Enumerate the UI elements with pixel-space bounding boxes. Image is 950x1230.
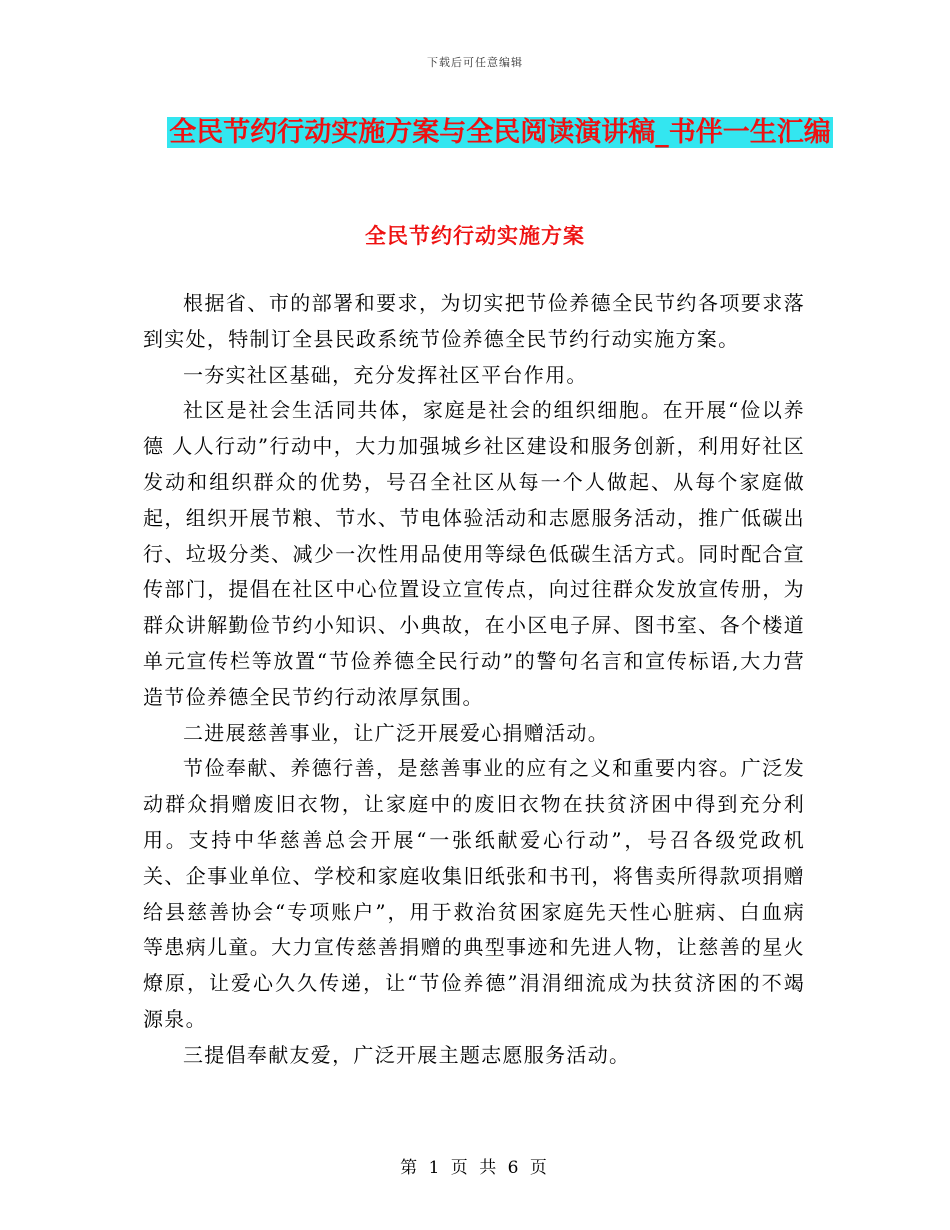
paragraph-heading-2: 二进展慈善事业，让广泛开展爱心捐赠活动。 bbox=[183, 720, 609, 745]
paragraph-charity: 节俭奉献、养德行善，是慈善事业的应有之义和重要内容。广泛发动群众捐赠废旧衣物，让家庭中的废旧衣物在扶贫济困中得到充分利用。支持中华慈善总会开展“一张纸献爱心行动”，号召各级党政机关、企事业单位、学校和家庭收集旧纸张和书刊，将售卖所得款项捐赠给县慈善协会“专项账户”，用于救治贫困家庭先天性心脏病、白血病等患病儿童。大力宣传慈善捐赠的典型事迹和先进人物，让慈善的星火燎原，让爱心久久传递，让“节俭养德”涓涓细流成为扶贫济困的不竭源泉。 bbox=[143, 756, 805, 1031]
header-note: 下载后可任意编辑 bbox=[427, 56, 523, 69]
document-title bbox=[150, 110, 850, 156]
document-title-text: 全民节约行动实施方案与全民阅读演讲稿_书伴一生汇编 bbox=[169, 117, 831, 148]
section-title: 全民节约行动实施方案 bbox=[365, 224, 585, 248]
page-number: 第 1 页 共 6 页 bbox=[400, 1158, 550, 1178]
paragraph-community: 社区是社会生活同共体，家庭是社会的组织细胞。在开展“俭以养德 人人行动”行动中，大力加强城乡社区建设和服务创新，利用好社区发动和组织群众的优势，号召全社区从每一个人做起、从每个家庭做起，组织开展节粮、节水、节电体验活动和志愿服务活动，推广低碳出行、垃圾分类、减少一次性用品使用等绿色低碳生活方式。同时配合宣传部门，提倡在社区中心位置设立宣传点，向过往群众发放宣传册，为群众讲解勤俭节约小知识、小典故，在小区电子屏、图书室、各个楼道单元宣传栏等放置“节俭养德全民行动”的警句名言和宣传标语,大力营造节俭养德全民节约行动浓厚氛围。 bbox=[143, 398, 805, 709]
paragraph-heading-1: 一夯实社区基础，充分发挥社区平台作用。 bbox=[183, 362, 588, 387]
paragraph-intro: 根据省、市的部署和要求，为切实把节俭养德全民节约各项要求落到实处，特制订全县民政系统节俭养德全民节约行动实施方案。 bbox=[143, 291, 805, 351]
paragraph-heading-3: 三提倡奉献友爱，广泛开展主题志愿服务活动。 bbox=[183, 1042, 631, 1067]
document-body bbox=[143, 286, 805, 1074]
